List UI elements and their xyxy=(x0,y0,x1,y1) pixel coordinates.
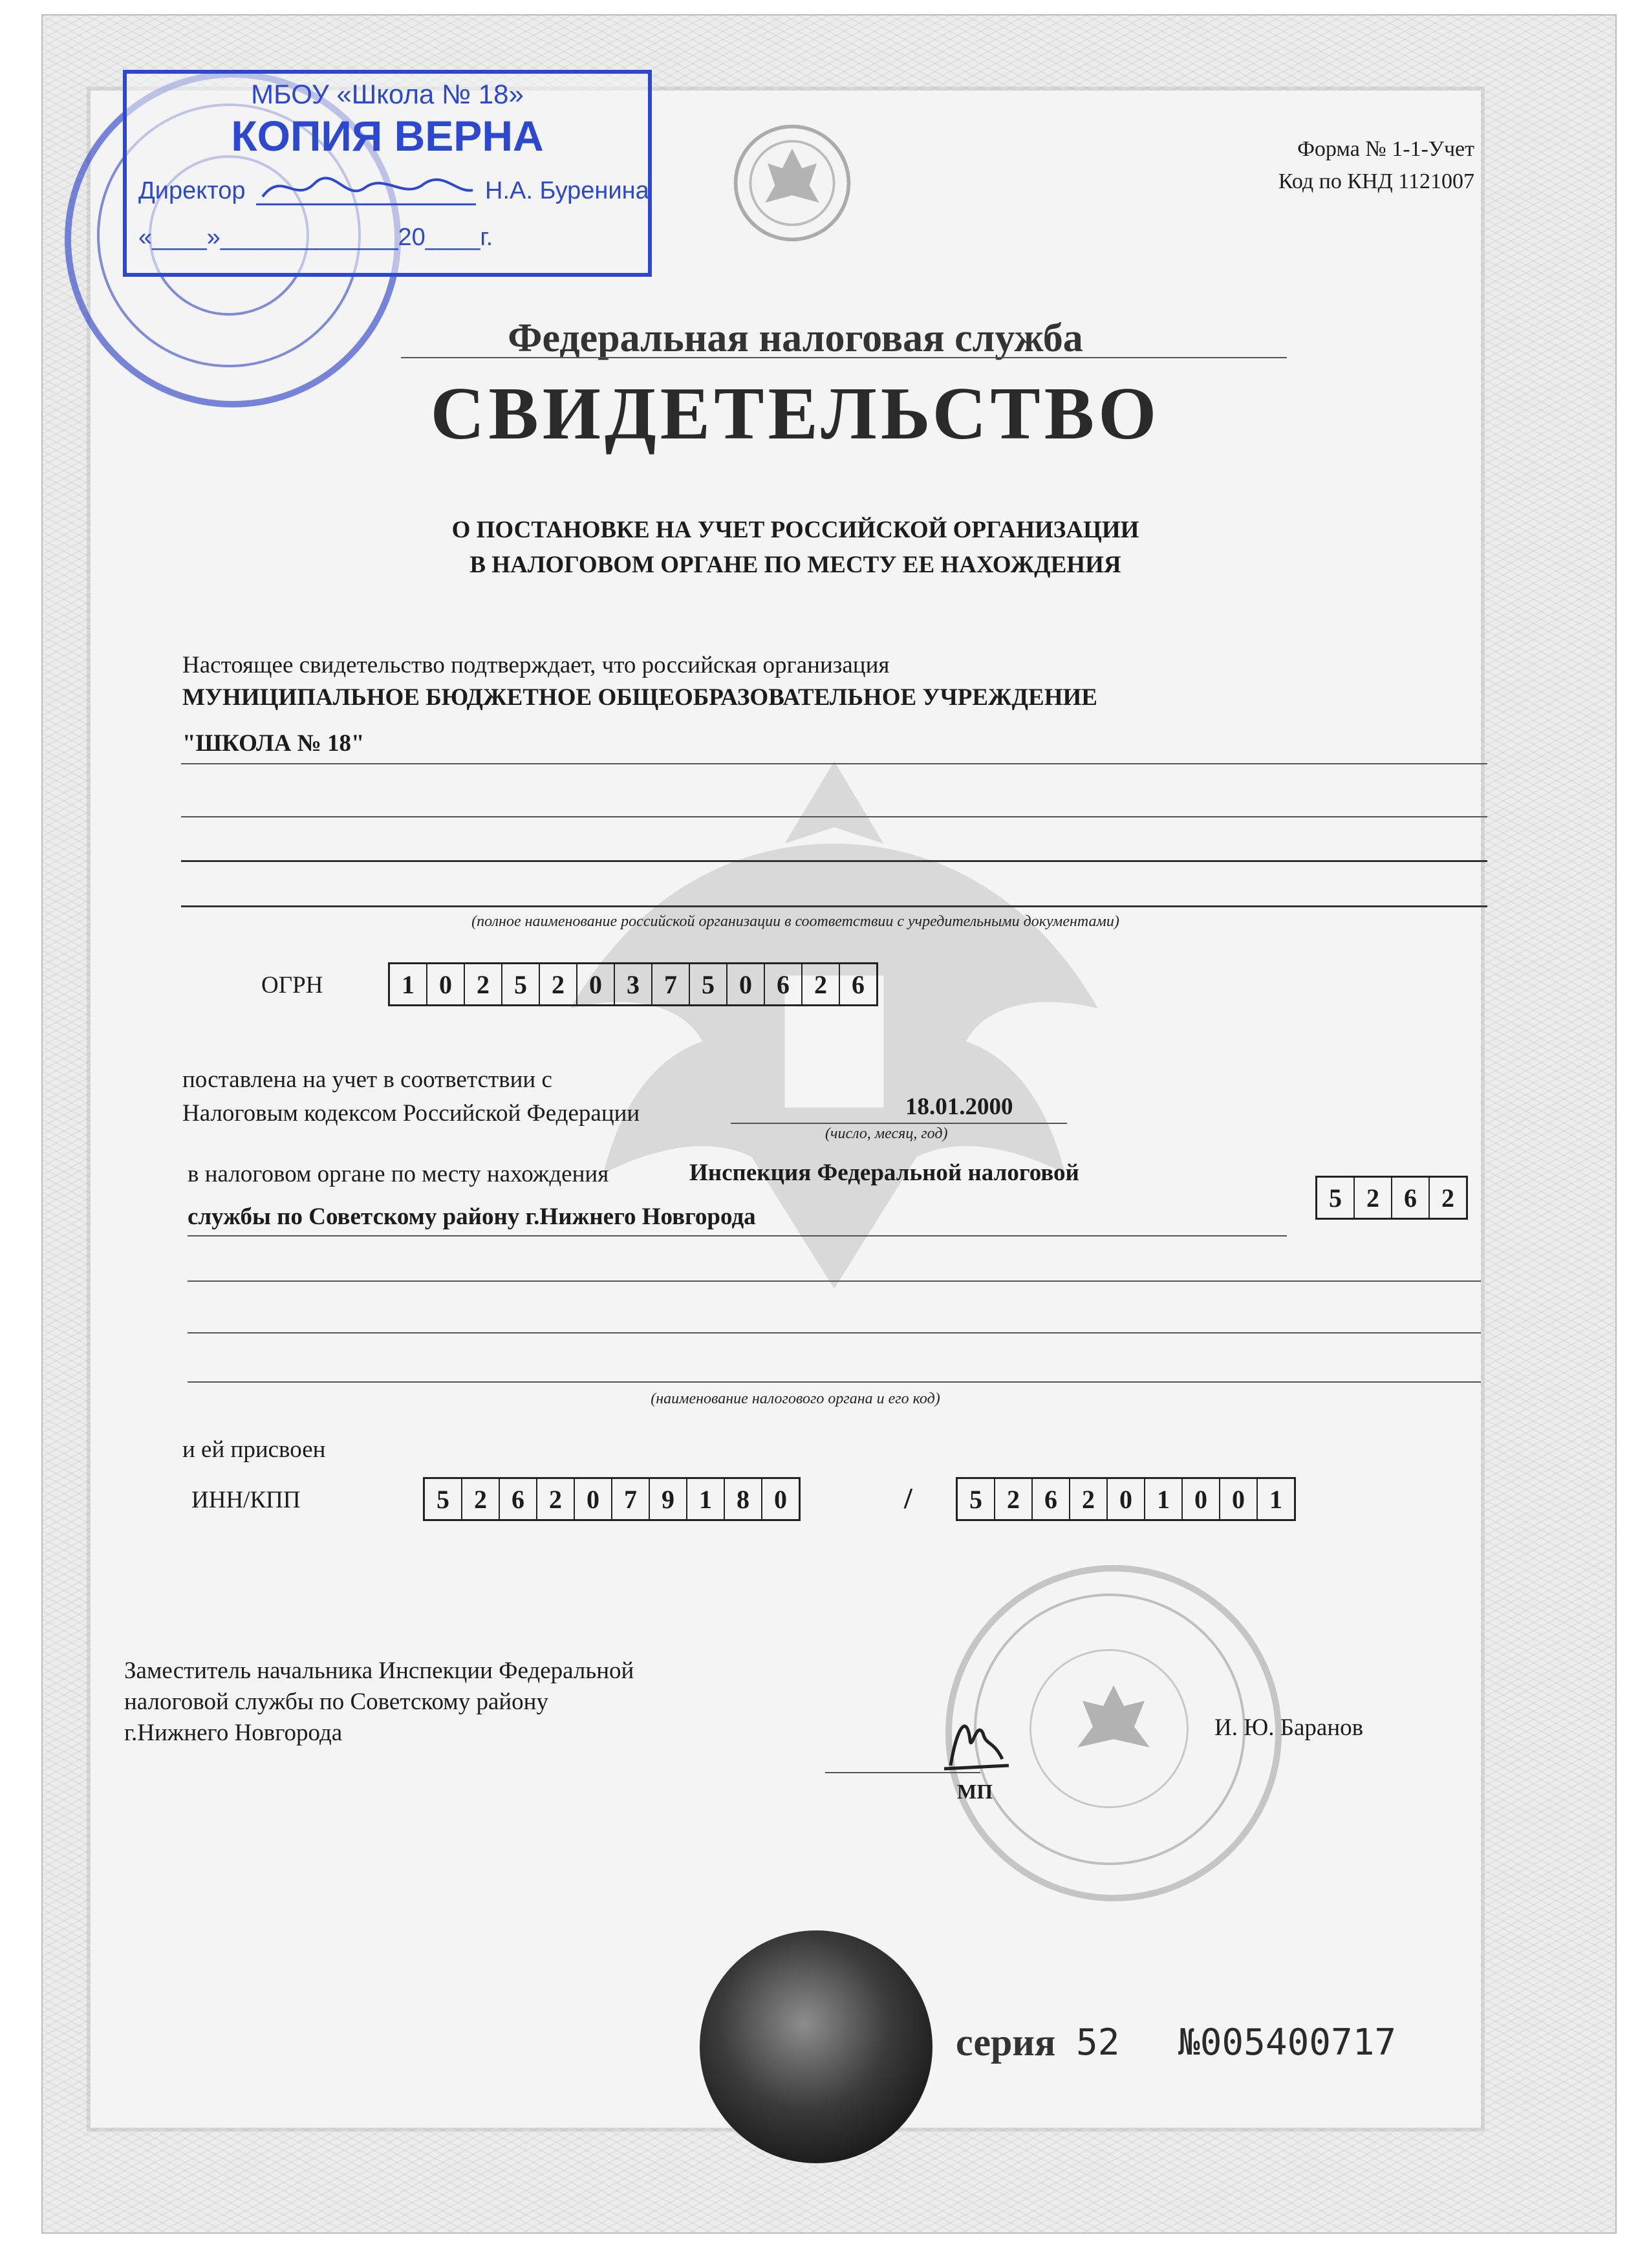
tax-authority-caption: (наименование налогового органа и его код) xyxy=(651,1390,940,1407)
hologram-icon xyxy=(700,1930,932,2163)
copy-stamp-director-name: Н.А. Буренина xyxy=(485,177,649,204)
kpp-digit: 0 xyxy=(1183,1479,1220,1519)
ogrn-label: ОГРН xyxy=(261,972,323,999)
registration-text2: Налоговым кодексом Российской Федерации xyxy=(182,1100,640,1127)
series-number: №005400717 xyxy=(1178,2022,1397,2064)
inn-digit: 1 xyxy=(687,1479,725,1519)
copy-stamp-director-label: Директор xyxy=(138,177,246,204)
ogrn-digit: 2 xyxy=(540,964,577,1004)
inn-digits xyxy=(423,1477,801,1521)
inn-kpp-label: ИНН/КПП xyxy=(191,1487,301,1513)
tax-line-3 xyxy=(188,1332,1481,1334)
inn-digit: 0 xyxy=(774,1484,787,1514)
inn-digit: 2 xyxy=(462,1479,500,1519)
copy-stamp-date: «____»_____________20____г. xyxy=(138,224,493,251)
kpp-digit: 0 xyxy=(1220,1479,1258,1519)
form-number: Форма № 1-1-Учет xyxy=(1297,137,1474,161)
ogrn-digit: 5 xyxy=(690,964,727,1004)
intro-text: Настоящее свидетельство подтверждает, что российская организация xyxy=(182,652,890,678)
kpp-digits xyxy=(956,1477,1296,1521)
assigned-text: и ей присвоен xyxy=(182,1436,326,1463)
org-name-line1: МУНИЦИПАЛЬНОЕ БЮДЖЕТНОЕ ОБЩЕОБРАЗОВАТЕЛЬНОЕ УЧРЕЖДЕНИЕ xyxy=(182,684,1097,711)
date-rule xyxy=(731,1123,1067,1124)
agency-rule xyxy=(401,357,1287,358)
ogrn-digit: 3 xyxy=(615,964,652,1004)
org-line-3 xyxy=(181,860,1487,862)
org-name-caption: (полное наименование российской организации в соответствии с учредительными документами) xyxy=(471,913,1119,930)
mp-label: МП xyxy=(957,1780,993,1803)
tax-line-2 xyxy=(188,1280,1481,1282)
signatory-line1: Заместитель начальника Инспекции Федеральной xyxy=(124,1658,634,1684)
inn-digit: 6 xyxy=(500,1479,537,1519)
kpp-digit: 5 xyxy=(958,1479,995,1519)
ogrn-digit: 0 xyxy=(727,964,765,1004)
org-line-2 xyxy=(181,816,1487,817)
tax-authority-code xyxy=(1315,1176,1468,1220)
kpp-digit: 1 xyxy=(1269,1484,1282,1514)
knd-code: Код по КНД 1121007 xyxy=(1278,169,1474,193)
signatory-line2: налоговой службы по Советскому району xyxy=(124,1689,548,1715)
series-value: 52 xyxy=(1076,2022,1120,2064)
emblem-watermark-icon xyxy=(504,686,1164,1365)
copy-certified-stamp xyxy=(123,70,652,277)
inn-kpp-separator: / xyxy=(904,1482,912,1515)
subtitle-line2: В НАЛОГОВОМ ОРГАНЕ ПО МЕСТУ ЕЕ НАХОЖДЕНИЯ xyxy=(469,552,1121,578)
ogrn-digit: 2 xyxy=(465,964,502,1004)
subtitle-line1: О ПОСТАНОВКЕ НА УЧЕТ РОССИЙСКОЙ ОРГАНИЗАЦИИ xyxy=(451,517,1139,543)
signatory-line3: г.Нижнего Новгорода xyxy=(124,1720,343,1746)
kpp-digit: 1 xyxy=(1145,1479,1183,1519)
tax-line-1 xyxy=(188,1235,1287,1237)
inn-digit: 8 xyxy=(725,1479,762,1519)
inn-digit: 0 xyxy=(575,1479,612,1519)
org-line-4 xyxy=(181,905,1487,907)
ogrn-digit: 1 xyxy=(390,964,427,1004)
director-signature xyxy=(256,164,476,210)
kpp-digit: 2 xyxy=(995,1479,1033,1519)
ogrn-digit: 6 xyxy=(765,964,803,1004)
tax-authority-lead: в налоговом органе по месту нахождения xyxy=(188,1161,609,1187)
copy-stamp-certified: КОПИЯ ВЕРНА xyxy=(231,112,544,160)
tax-authority-name2: службы по Советскому району г.Нижнего Новгорода xyxy=(188,1204,756,1230)
kpp-digit: 0 xyxy=(1108,1479,1145,1519)
org-line-1 xyxy=(181,763,1487,764)
copy-stamp-org: МБОУ «Школа № 18» xyxy=(251,79,524,109)
inn-digit: 9 xyxy=(650,1479,687,1519)
tax-code-digit: 5 xyxy=(1317,1178,1355,1218)
tax-authority-name1: Инспекция Федеральной налоговой xyxy=(689,1160,1079,1186)
ogrn-digits xyxy=(388,962,878,1006)
ogrn-digit: 6 xyxy=(852,969,865,999)
ogrn-digit: 5 xyxy=(502,964,540,1004)
ogrn-digit: 2 xyxy=(803,964,840,1004)
series-label: серия xyxy=(956,2021,1056,2064)
fns-emblem-icon xyxy=(731,122,854,244)
kpp-digit: 6 xyxy=(1033,1479,1070,1519)
kpp-digit: 2 xyxy=(1070,1479,1108,1519)
ogrn-digit: 7 xyxy=(652,964,690,1004)
ogrn-digit: 0 xyxy=(577,964,615,1004)
signatory-name: И. Ю. Баранов xyxy=(1214,1714,1364,1741)
org-name-line2: "ШКОЛА № 18" xyxy=(182,730,365,757)
inn-digit: 5 xyxy=(425,1479,462,1519)
registration-text1: поставлена на учет в соответствии с xyxy=(182,1066,552,1093)
tax-code-digit: 2 xyxy=(1441,1183,1454,1213)
inn-digit: 7 xyxy=(612,1479,650,1519)
date-caption: (число, месяц, год) xyxy=(825,1125,948,1142)
agency-name: Федеральная налоговая служба xyxy=(508,316,1083,360)
ogrn-digit: 0 xyxy=(427,964,465,1004)
tax-code-digit: 6 xyxy=(1392,1178,1430,1218)
registration-date: 18.01.2000 xyxy=(905,1094,1013,1120)
signature-mark xyxy=(931,1701,1022,1778)
inn-digit: 2 xyxy=(537,1479,575,1519)
tax-code-digit: 2 xyxy=(1355,1178,1392,1218)
page-title: СВИДЕТЕЛЬСТВО xyxy=(430,373,1161,455)
tax-line-4 xyxy=(188,1381,1481,1383)
